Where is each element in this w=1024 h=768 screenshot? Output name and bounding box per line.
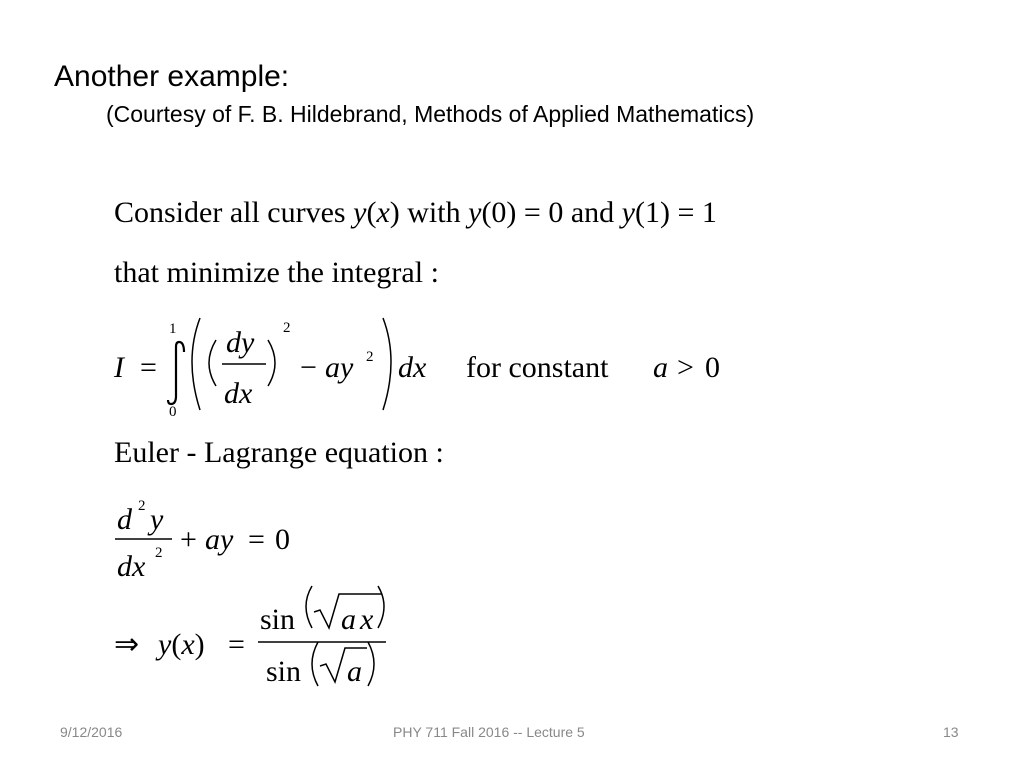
math-boundary-zero: y(0) = 0 <box>468 196 564 229</box>
upper-limit: 1 <box>169 321 177 337</box>
math-dx: dx <box>224 377 253 410</box>
with-text: with <box>407 196 461 229</box>
inner-paren-right <box>268 340 275 386</box>
exp-2: 2 <box>138 498 146 514</box>
math-d: d <box>117 503 132 536</box>
paren-right-top <box>378 586 384 628</box>
minimize-line: that minimize the integral : <box>114 256 439 289</box>
footer-date: 9/12/2016 <box>60 724 123 740</box>
math-ay: ay <box>325 351 354 384</box>
exponent-2: 2 <box>283 320 291 336</box>
statement-text: Consider all curves <box>114 196 346 229</box>
math-dx: dx <box>117 550 146 583</box>
math-a: a <box>653 351 668 384</box>
math-minus: − <box>300 351 317 384</box>
integral-equation <box>100 300 780 430</box>
math-equals: = <box>228 628 245 661</box>
math-plus: + <box>180 523 197 556</box>
implies-arrow: ⇒ <box>114 628 140 661</box>
math-I: I <box>114 351 124 384</box>
math-zero: 0 <box>705 351 720 384</box>
math-dx-tail: dx <box>398 351 427 384</box>
math-equals: = <box>248 523 265 556</box>
lower-limit: 0 <box>169 404 177 420</box>
math-a-top: a <box>341 603 356 636</box>
math-dy: dy <box>226 326 255 359</box>
math-boundary-one: y(1) = 1 <box>621 196 717 229</box>
math-greater: > <box>677 351 694 384</box>
math-y-of-x: y(x) <box>353 196 400 229</box>
slide-subtitle: (Courtesy of F. B. Hildebrand, Methods of Applied Mathematics) <box>106 101 755 127</box>
outer-paren-left <box>192 318 200 410</box>
paren-left-top <box>306 586 312 628</box>
math-ay: ay <box>205 523 234 556</box>
for-constant-text: for constant <box>466 351 609 384</box>
paren-left-bottom <box>312 642 318 686</box>
math-a-bottom: a <box>347 655 362 688</box>
footer-course: PHY 711 Fall 2016 -- Lecture 5 <box>393 724 585 740</box>
euler-lagrange-label: Euler - Lagrange equation : <box>114 436 444 469</box>
footer-page-number: 13 <box>943 724 959 740</box>
inner-paren-left <box>209 340 216 386</box>
math-equals: = <box>140 351 157 384</box>
statement-line <box>114 196 717 230</box>
and-text: and <box>570 196 615 229</box>
outer-paren-right <box>383 318 391 410</box>
math-y-of-x: y(x) <box>158 628 205 661</box>
math-y: y <box>150 503 164 536</box>
integral-sign <box>168 342 184 404</box>
solution-equation <box>100 580 420 700</box>
math-sin-bottom: sin <box>266 655 302 688</box>
math-sin-top: sin <box>260 603 296 636</box>
paren-right-bottom <box>368 642 374 686</box>
math-x-top: x <box>360 603 374 636</box>
exponent-2b: 2 <box>366 349 374 365</box>
euler-lagrange-equation <box>100 490 340 590</box>
exp-2b: 2 <box>155 545 163 561</box>
math-zero: 0 <box>275 523 290 556</box>
slide-title: Another example: <box>54 60 290 93</box>
